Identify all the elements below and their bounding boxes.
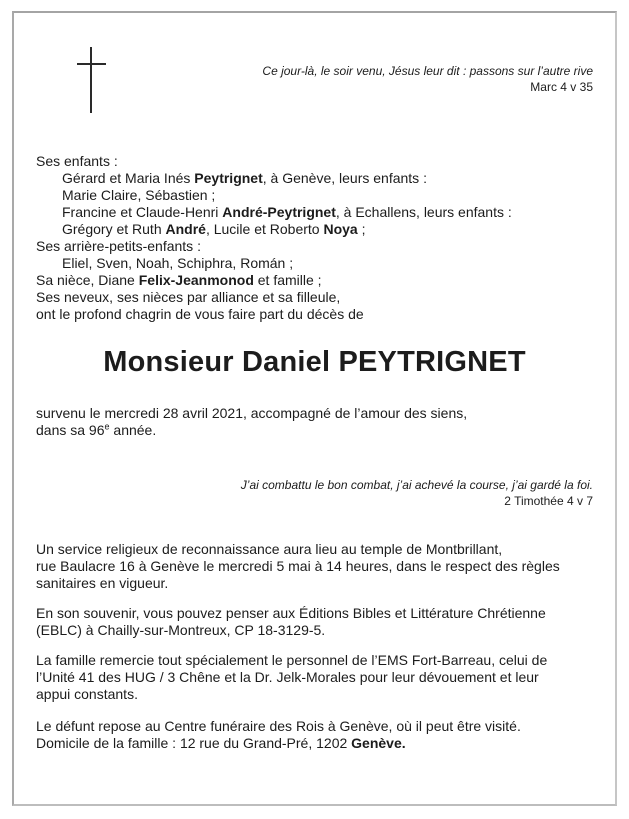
- text-segment: (EBLC) à Chailly-sur-Montreux, CP 18-3129-5.: [36, 622, 326, 638]
- text-line: [36, 289, 593, 306]
- text-line: [36, 605, 593, 622]
- closing-verse: [36, 477, 593, 509]
- text-segment: rue Baulacre 16 à Genève le mercredi 5 mai à 14 heures, dans le respect des règles: [36, 558, 560, 574]
- text-line: [36, 669, 593, 686]
- text-segment: ;: [357, 221, 366, 237]
- text-line: [36, 686, 593, 703]
- text-segment: Felix-Jeanmonod: [138, 272, 254, 288]
- obituary-content: [14, 13, 615, 752]
- text-line: [36, 541, 593, 558]
- text-line: [36, 221, 593, 238]
- text-line: [36, 652, 593, 669]
- text-segment: Marie Claire, Sébastien ;: [62, 187, 216, 203]
- text-segment: Eliel, Sven, Noah, Schiphra, Román ;: [62, 255, 294, 271]
- text-line: [36, 204, 593, 221]
- text-segment: sanitaires en vigueur.: [36, 575, 169, 591]
- text-line: [36, 306, 593, 323]
- death-details: [36, 405, 593, 439]
- text-segment: En son souvenir, vous pouvez penser aux Éditions Bibles et Littérature Chrétienne: [36, 605, 546, 621]
- text-line: [36, 735, 593, 752]
- text-segment: Gérard et Maria Inés: [62, 170, 195, 186]
- text-segment: Ses enfants :: [36, 153, 118, 169]
- text-segment: Genève.: [351, 735, 406, 751]
- text-line: [36, 718, 593, 735]
- text-line: [36, 170, 593, 187]
- text-segment: appui constants.: [36, 686, 138, 702]
- text-segment: e: [104, 421, 110, 432]
- service-info: [36, 541, 593, 592]
- text-segment: André-Peytrignet: [222, 204, 336, 220]
- text-line: [36, 238, 593, 255]
- text-line: [36, 575, 593, 592]
- text-segment: Domicile de la famille : 12 rue du Grand-Pré, 1202: [36, 735, 352, 751]
- closing-verse-reference: 2 Timothée 4 v 7: [504, 494, 593, 508]
- repose-info: [36, 718, 593, 752]
- cross-vertical-bar: [90, 47, 92, 113]
- text-line: [36, 255, 593, 272]
- text-segment: Ses neveux, ses nièces par alliance et sa filleule,: [36, 289, 341, 305]
- text-segment: année.: [109, 422, 157, 438]
- opening-verse: [173, 63, 593, 95]
- text-segment: survenu le mercredi 28 avril 2021, accompagné de l’amour des siens,: [36, 405, 468, 421]
- text-line: [36, 272, 593, 289]
- obituary-card: [12, 11, 617, 806]
- opening-verse-text: Ce jour-là, le soir venu, Jésus leur dit : passons sur l’autre rive: [262, 64, 593, 78]
- text-line: [36, 187, 593, 204]
- text-line: [36, 153, 593, 170]
- text-segment: Francine et Claude-Henri: [62, 204, 223, 220]
- family-announcement: [36, 153, 593, 323]
- text-segment: l’Unité 41 des HUG / 3 Chêne et la Dr. Jelk-Morales pour leur dévouement et leur: [36, 669, 539, 685]
- text-segment: Ses arrière-petits-enfants :: [36, 238, 201, 254]
- header: [36, 13, 593, 153]
- text-segment: ont le profond chagrin de vous faire part du décès de: [36, 306, 364, 322]
- text-segment: Sa nièce, Diane: [36, 272, 139, 288]
- family-thanks: [36, 652, 593, 703]
- text-segment: , Lucile et Roberto: [205, 221, 324, 237]
- text-segment: et famille ;: [253, 272, 322, 288]
- opening-verse-reference: Marc 4 v 35: [530, 80, 593, 94]
- memorial-donations-info: [36, 605, 593, 639]
- cross-horizontal-bar: [77, 63, 106, 65]
- text-segment: , à Echallens, leurs enfants :: [335, 204, 512, 220]
- text-segment: Un service religieux de reconnaissance aura lieu au temple de Montbrillant,: [36, 541, 503, 557]
- text-segment: André: [165, 221, 206, 237]
- text-segment: Le défunt repose au Centre funéraire des Rois à Genève, où il peut être visité.: [36, 718, 521, 734]
- text-segment: dans sa 96: [36, 422, 105, 438]
- text-segment: Peytrignet: [194, 170, 263, 186]
- latin-cross-icon: [77, 47, 106, 113]
- text-segment: Grégory et Ruth: [62, 221, 166, 237]
- text-segment: , à Genève, leurs enfants :: [262, 170, 427, 186]
- text-segment: Noya: [323, 221, 358, 237]
- text-line: [36, 558, 593, 575]
- text-segment: La famille remercie tout spécialement le personnel de l’EMS Fort-Barreau, celui de: [36, 652, 548, 668]
- closing-verse-text: J’ai combattu le bon combat, j’ai achevé la course, j’ai gardé la foi.: [240, 478, 593, 492]
- text-line: [36, 405, 593, 422]
- text-line: [36, 622, 593, 639]
- deceased-name-title: Monsieur Daniel PEYTRIGNET: [103, 346, 526, 378]
- text-line: [36, 422, 593, 439]
